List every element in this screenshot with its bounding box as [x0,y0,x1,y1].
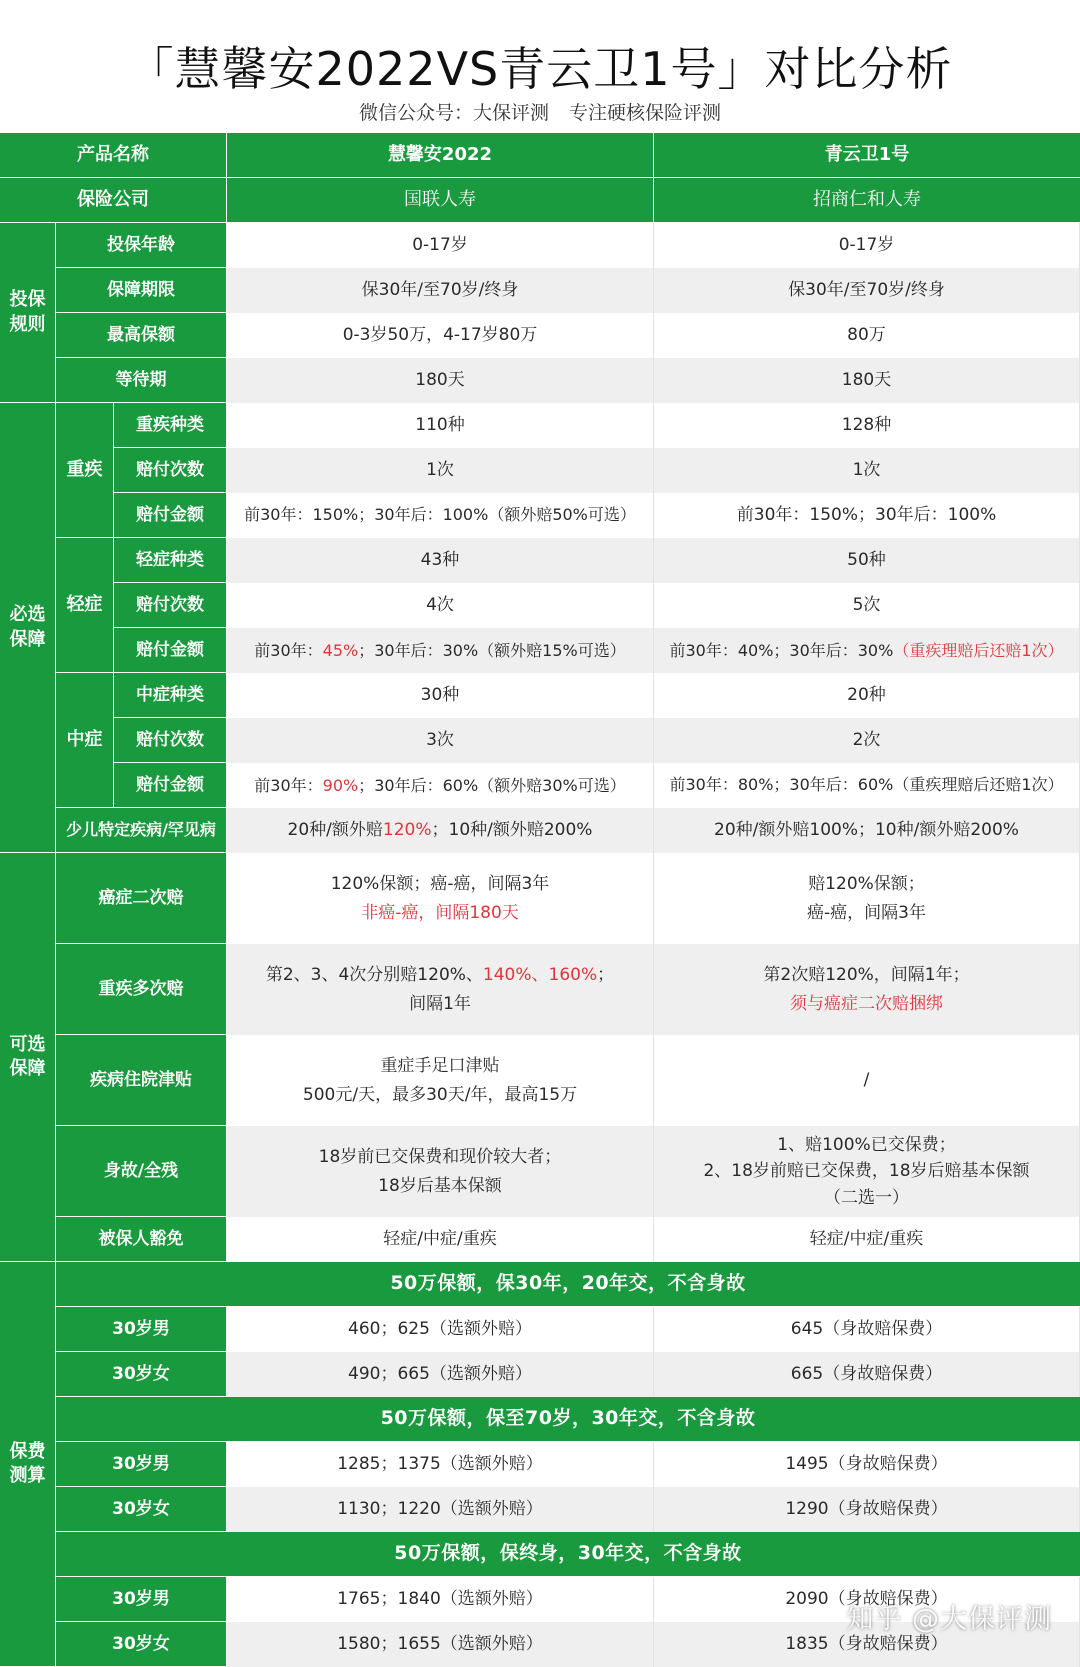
children-disease-b: 20种/额外赔100%；10种/额外赔200% [654,808,1080,853]
mild-amount-a [227,628,654,673]
rules-value-a: 180天 [227,358,654,403]
cell-line: 1、赔100%已交保费； [777,1134,956,1155]
premium-value-a: 1285；1375（选额外赔） [227,1442,654,1487]
mild-value-a: 4次 [227,583,654,628]
premium-value-a: 1580；1655（选额外赔） [227,1622,654,1667]
multi-claim-label: 重疾多次赔 [56,944,227,1035]
section-optional: 可选 保障 [0,853,56,1262]
premium-row-label: 30岁女 [56,1352,227,1397]
waiver-b: 轻症/中症/重疾 [654,1217,1080,1262]
amount-highlight: 140%、160% [482,965,598,986]
amount-text: 前30年：40%；30年后：30% [669,641,894,660]
premium-banner: 50万保额，保30年，20年交，不含身故 [56,1262,1080,1307]
mild-value-a: 43种 [227,538,654,583]
mild-label: 轻症种类 [114,538,227,583]
comparison-table [0,133,1080,1659]
premium-value-b: 2090（身故赔保费） [654,1577,1080,1622]
rules-value-b: 180天 [654,358,1080,403]
moderate-label: 赔付金额 [114,763,227,808]
company-b: 招商仁和人寿 [654,178,1080,223]
cell-line: 18岁后基本保额 [378,1175,502,1196]
critical-label: 重疾种类 [114,403,227,448]
critical-value-a: 110种 [227,403,654,448]
hospital-allowance-b: / [654,1035,1080,1126]
header-product-b: 青云卫1号 [654,133,1080,178]
rules-label: 最高保额 [56,313,227,358]
death-disability-label: 身故/全残 [56,1126,227,1217]
premium-value-b: 1290（身故赔保费） [654,1487,1080,1532]
moderate-value-b: 2次 [654,718,1080,763]
subtitle-account: 微信公众号：大保评测 [358,102,549,124]
critical-label: 赔付金额 [114,493,227,538]
premium-value-a: 1765；1840（选额外赔） [227,1577,654,1622]
hospital-allowance-a [227,1035,654,1126]
mild-label: 赔付金额 [114,628,227,673]
section-premium: 保费 测算 [0,1262,56,1667]
critical-label: 赔付次数 [114,448,227,493]
mild-value-b: 5次 [654,583,1080,628]
premium-value-a: 490；665（选额外赔） [227,1352,654,1397]
amount-text: 20种/额外赔 [287,820,383,840]
waiver-a: 轻症/中症/重疾 [227,1217,654,1262]
premium-banner: 50万保额，保至70岁，30年交，不含身故 [56,1397,1080,1442]
amount-text: ；30年后：60%（额外赔30%可选） [358,776,626,795]
amount-highlight: 45% [322,641,359,660]
cell-line: 间隔1年 [409,993,471,1014]
page-subtitle [0,98,1080,128]
section-rules: 投保 规则 [0,223,56,403]
cancer-second-b [654,853,1080,944]
hospital-allowance-label: 疾病住院津贴 [56,1035,227,1126]
cell-line: 2、18岁前赔已交保费，18岁后赔基本保额 [703,1161,1030,1182]
premium-row-label: 30岁男 [56,1307,227,1352]
rules-value-b: 80万 [654,313,1080,358]
cell-line: 赔120%保额； [808,874,925,895]
cell-line [266,961,614,989]
moderate-value-b: 20种 [654,673,1080,718]
rules-value-a: 保30年/至70岁/终身 [227,268,654,313]
critical-value-b: 128种 [654,403,1080,448]
amount-text: 第2、3、4次分别赔120%、 [265,965,483,986]
rules-value-b: 0-17岁 [654,223,1080,268]
subtitle-slogan: 专注硬核保险评测 [569,102,722,124]
company-a: 国联人寿 [227,178,654,223]
critical-value-b: 前30年：150%；30年后：100% [654,493,1080,538]
header-product-a: 慧馨安2022 [227,133,654,178]
death-disability-a [227,1126,654,1217]
amount-highlight: （重疾理赔后还赔1次） [893,641,1064,660]
premium-value-a: 1130；1220（选额外赔） [227,1487,654,1532]
cancer-second-a [227,853,654,944]
amount-highlight: 120% [382,820,432,840]
moderate-label: 赔付次数 [114,718,227,763]
death-disability-b [654,1126,1080,1217]
moderate-value-a: 3次 [227,718,654,763]
rules-value-b: 保30年/至70岁/终身 [654,268,1080,313]
cell-line-highlight: 非癌-癌，间隔180天 [361,902,519,923]
cell-line: 500元/天，最多30天/年，最高15万 [302,1084,578,1105]
cancer-second-label: 癌症二次赔 [56,853,227,944]
waiver-label: 被保人豁免 [56,1217,227,1262]
group-moderate: 中症 [56,673,114,808]
rules-value-a: 0-17岁 [227,223,654,268]
premium-value-b: 1495（身故赔保费） [654,1442,1080,1487]
rules-label: 保障期限 [56,268,227,313]
amount-text: 前30年： [254,641,323,660]
page-title: 「慧馨安2022VS青云卫1号」对比分析 [127,42,953,96]
rules-label: 投保年龄 [56,223,227,268]
critical-value-b: 1次 [654,448,1080,493]
section-required: 必选 保障 [0,403,56,853]
multi-claim-a [227,944,654,1035]
moderate-label: 中症种类 [114,673,227,718]
company-label: 保险公司 [0,178,227,223]
critical-value-a: 1次 [227,448,654,493]
rules-value-a: 0-3岁50万，4-17岁80万 [227,313,654,358]
moderate-value-a: 30种 [227,673,654,718]
cell-line: 第2次赔120%，间隔1年； [763,965,970,986]
mild-amount-b [654,628,1080,673]
group-mild: 轻症 [56,538,114,673]
rules-label: 等待期 [56,358,227,403]
cell-line: 18岁前已交保费和现价较大者； [318,1147,562,1168]
premium-row-label: 30岁女 [56,1622,227,1667]
multi-claim-b [654,944,1080,1035]
premium-value-b: 645（身故赔保费） [654,1307,1080,1352]
amount-text: 前30年： [254,776,323,795]
mild-label: 赔付次数 [114,583,227,628]
cell-line: 120%保额；癌-癌，间隔3年 [330,874,550,895]
premium-value-b: 665（身故赔保费） [654,1352,1080,1397]
critical-value-a: 前30年：150%；30年后：100%（额外赔50%可选） [227,493,654,538]
amount-text: ； [597,965,615,986]
moderate-amount-a [227,763,654,808]
children-disease-a [227,808,654,853]
premium-value-b: 1835（身故赔保费） [654,1622,1080,1667]
premium-value-a: 460；625（选额外赔） [227,1307,654,1352]
header-label: 产品名称 [0,133,227,178]
children-disease-label: 少儿特定疾病/罕见病 [56,808,227,853]
premium-row-label: 30岁男 [56,1577,227,1622]
cell-line-highlight: 须与癌症二次赔捆绑 [790,993,943,1014]
premium-banner: 50万保额，保终身，30年交，不含身故 [56,1532,1080,1577]
amount-highlight: 90% [322,776,359,795]
premium-row-label: 30岁女 [56,1487,227,1532]
amount-text: ；10种/额外赔200% [431,820,593,840]
watermark: 知乎 @大保评测 [846,1604,1052,1635]
premium-row-label: 30岁男 [56,1442,227,1487]
mild-value-b: 50种 [654,538,1080,583]
cell-line: 重症手足口津贴 [380,1056,500,1077]
moderate-value-b: 前30年：80%；30年后：60%（重疾理赔后还赔1次） [654,763,1080,808]
cell-line: （二选一） [824,1187,909,1208]
cell-line: 癌-癌，间隔3年 [807,902,926,923]
group-critical: 重疾 [56,403,114,538]
amount-text: ；30年后：30%（额外赔15%可选） [358,641,626,660]
